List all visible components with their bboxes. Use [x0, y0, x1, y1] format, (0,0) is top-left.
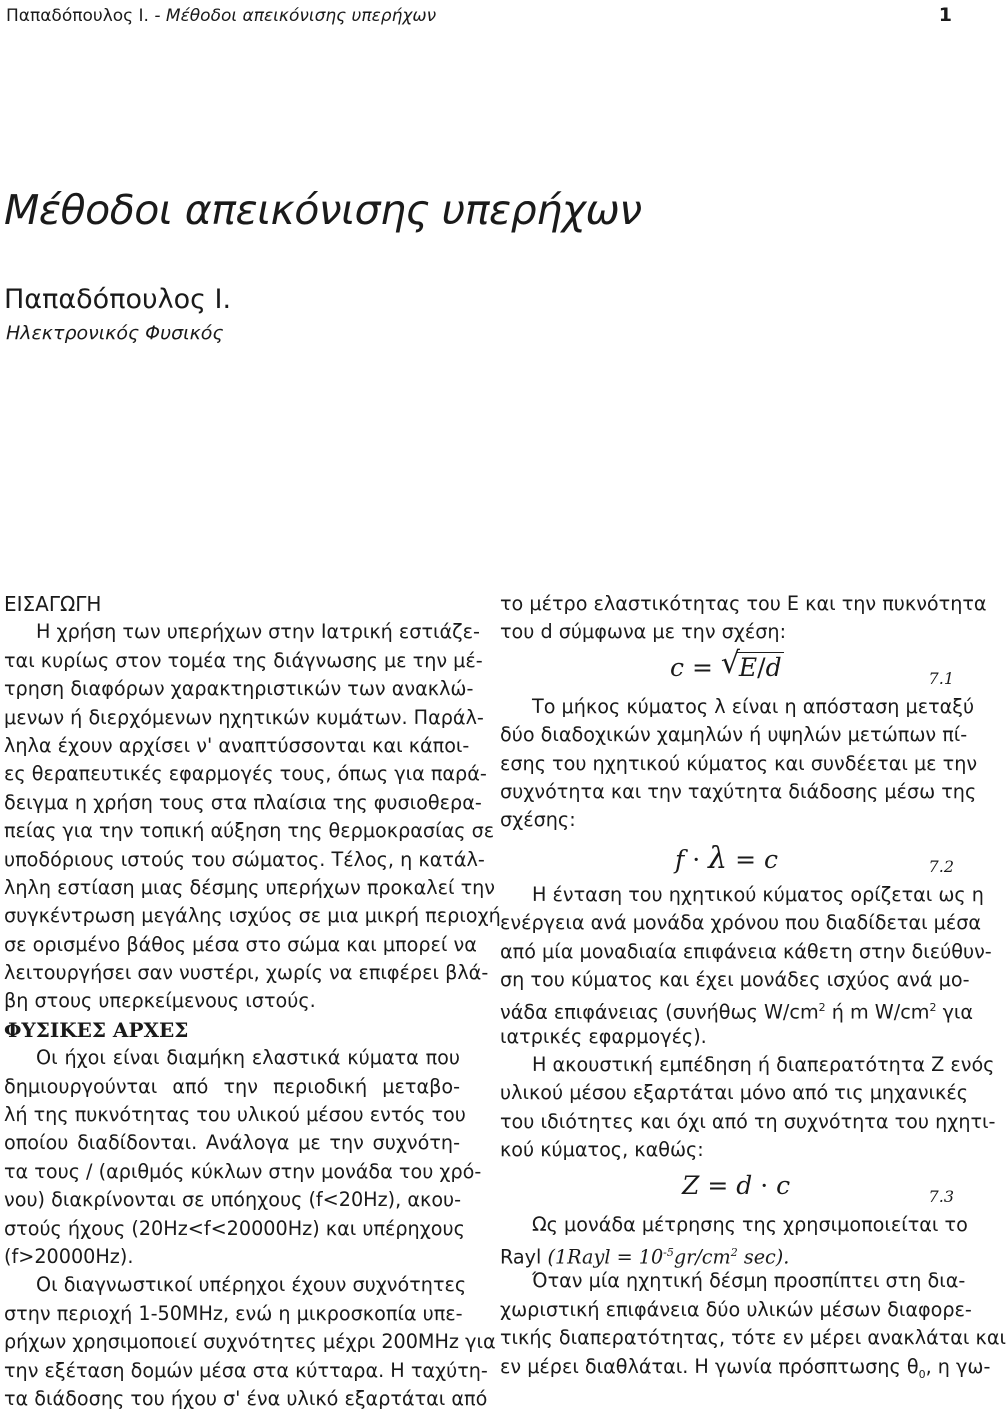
- eq-symbol: ·: [760, 1170, 769, 1200]
- text-line: ενέργεια ανά μονάδα χρόνου που διαδίδεται μέσα: [500, 911, 982, 935]
- text-line: υλικού μέσου εξαρτάται μόνο από τις μηχανικές: [500, 1081, 968, 1105]
- article-title: Μέθοδοι απεικόνισης υπερήχων: [4, 186, 642, 234]
- superscript: 2: [818, 1001, 826, 1015]
- text-line: τα τους / (αριθμός κύκλων στην μονάδα του χρό-: [4, 1159, 482, 1183]
- text-line: σε ορισμένο βάθος μέσα στο σώμα και μπορεί να: [4, 932, 477, 956]
- equation-7-3: [500, 1165, 956, 1211]
- text-line: τικής διαπερατότητας, τότε εν μέρει ανακλάται και: [500, 1326, 1006, 1350]
- section-heading-introduction: ΕΙΣΑΓΩΓΗ: [4, 592, 102, 616]
- eq-symbol: λ: [708, 840, 728, 876]
- text-line: (f>20000Hz).: [4, 1244, 134, 1268]
- text-line: [500, 1239, 956, 1267]
- text-line: νου) διακρίνονται σε υπόηχους (f<20Hz), ακου-: [4, 1188, 462, 1212]
- section-heading-physics: ΦΥΣΙΚΕΣ ΑΡΧΕΣ: [4, 1017, 189, 1042]
- text-line: ιατρικές εφαρμογές).: [500, 1024, 707, 1048]
- subscript: 0: [918, 1367, 926, 1381]
- running-head: [6, 6, 436, 26]
- text-line: Ως μονάδα μέτρησης της χρησιμοποιείται το: [532, 1212, 968, 1236]
- eq-symbol: /: [757, 652, 766, 682]
- text-line: λή της πυκνότητας του υλικού μέσου εντός του: [4, 1103, 466, 1127]
- right-column: [500, 590, 1006, 1381]
- superscript: 2: [730, 1246, 738, 1260]
- eq-symbol: c: [670, 652, 685, 682]
- text-run: νάδα επιφάνειας (συνήθως W/cm: [500, 1000, 819, 1024]
- text-line: μενων ή διερχόμενων ηχητικών κυμάτων. Παράλ-: [4, 705, 484, 729]
- eq-symbol: ·: [692, 844, 701, 874]
- page-number: 1: [938, 4, 952, 26]
- equation-number: 7.2: [928, 856, 954, 876]
- text-line: οποίου διαδίδονται. Ανάλογα με την συχνότη-: [4, 1131, 460, 1155]
- text-line: Η χρήση των υπερήχων στην Ιατρική εστιάζε-: [36, 620, 480, 644]
- text-line: Οι διαγνωστικοί υπέρηχοι έχουν συχνότητες: [36, 1273, 467, 1297]
- text-line: [500, 994, 974, 1024]
- text-line: συγκέντρωση μεγάλης ισχύος σε μια μικρή περιοχή: [4, 904, 501, 928]
- superscript: -5: [663, 1246, 674, 1260]
- text-run: ή m W/cm: [825, 1000, 930, 1024]
- radical-sign-icon: √: [720, 645, 740, 681]
- text-line: συχνότητα και την ταχύτητα διάδοσης μέσω της: [500, 779, 977, 803]
- equation-number: 7.1: [928, 668, 954, 688]
- author-name: Παπαδόπουλος Ι.: [4, 284, 232, 315]
- left-column: [4, 590, 501, 1413]
- text-line: ληλη εστίαση μιας δέσμης υπερήχων προκαλεί την: [4, 875, 495, 899]
- text-line: ται κυρίως στον τομέα της διάγνωσης με την μέ-: [4, 648, 483, 672]
- text-line: σχέσης:: [500, 808, 576, 832]
- equation-formula: [670, 645, 784, 682]
- text-line: κού κύματος, καθώς:: [500, 1138, 704, 1162]
- text-run: εν μέρει διαθλάται. Η γωνία πρόσπτωσης θ: [500, 1354, 919, 1378]
- author-affiliation: Ηλεκτρονικός Φυσικός: [6, 322, 224, 344]
- text-line: του ιδιότητες και όχι από τη συχνότητα του ηχητι-: [500, 1109, 996, 1133]
- text-line: [500, 1353, 991, 1381]
- text-line: ληλα έχουν αρχίσει ν' αναπτύσσονται και κάποι-: [4, 733, 470, 757]
- text-line: δειγμα η χρήση τους στα πλαίσια της φυσιοθερα-: [4, 790, 482, 814]
- text-line: την εξέταση δομών μέσα στα κύτταρα. Η ταχύτη-: [4, 1358, 488, 1382]
- equation-7-1: [500, 647, 956, 693]
- eq-symbol: E: [738, 652, 758, 682]
- text-line: λειτουργήσει σαν νυστέρι, χωρίς να επιφέρει βλά-: [4, 961, 489, 985]
- text-run: , η γω-: [925, 1354, 991, 1378]
- text-line: Η ακουστική εμπέδηση ή διαπερατότητα Ζ ενός: [532, 1053, 995, 1077]
- text-run: (1Rayl = 10: [547, 1245, 664, 1269]
- eq-symbol: =: [735, 844, 757, 874]
- eq-symbol: f: [675, 844, 685, 874]
- text-line: Το μήκος κύματος λ είναι η απόσταση μεταξύ: [532, 694, 975, 718]
- eq-symbol: Z: [682, 1170, 700, 1200]
- eq-symbol: d: [736, 1170, 753, 1200]
- equation-7-2: [500, 835, 956, 881]
- text-run: gr/cm: [673, 1245, 731, 1269]
- text-line: Οι ήχοι είναι διαμήκη ελαστικά κύματα που: [36, 1046, 460, 1070]
- equation-number: 7.3: [928, 1186, 954, 1206]
- text-line: χωριστική επιφάνεια δύο υλικών μέσων διαφορε-: [500, 1297, 972, 1321]
- eq-symbol: d: [765, 652, 782, 682]
- text-line: ες θεραπευτικές εφαρμογές τους, όπως για παρά-: [4, 762, 487, 786]
- text-run: Rayl: [500, 1245, 548, 1269]
- running-head-author: Παπαδόπουλος Ι.: [6, 6, 149, 26]
- eq-symbol: c: [764, 844, 779, 874]
- text-line: υποδόριους ιστούς του σώματος. Τέλος, η κατάλ-: [4, 847, 485, 871]
- text-line: ση του κύματος και έχει μονάδες ισχύος ανά μο-: [500, 967, 970, 991]
- text-line: στούς ήχους (20Hz<f<20000Hz) και υπέρηχους: [4, 1216, 465, 1240]
- text-line: πείας για την τοπική αύξηση της θερμοκρασίας σε: [4, 819, 495, 843]
- text-line: δημιουργούνται από την περιοδική μεταβο-: [4, 1074, 460, 1098]
- text-run: sec).: [737, 1245, 790, 1269]
- text-line: από μία μοναδιαία επιφάνεια κάθετη στην διεύθυν-: [500, 939, 992, 963]
- equation-formula: [675, 841, 778, 876]
- square-root: [720, 645, 784, 682]
- eq-symbol: =: [691, 652, 713, 682]
- text-line: στην περιοχή 1-50MHz, ενώ η μικροσκοπία υπε-: [4, 1301, 463, 1325]
- equation-formula: [682, 1171, 790, 1200]
- text-line: βη στους υπερκείμενους ιστούς.: [4, 989, 316, 1013]
- superscript: 2: [929, 1001, 937, 1015]
- eq-symbol: c: [776, 1170, 791, 1200]
- text-line: το μέτρο ελαστικότητας του Ε και την πυκνότητα: [500, 592, 987, 615]
- running-head-sep: -: [148, 6, 166, 26]
- text-line: τρηση διαφόρων χαρακτηριστικών των ανακλώ-: [4, 677, 474, 701]
- text-run: για: [936, 1000, 974, 1024]
- eq-symbol: =: [707, 1170, 729, 1200]
- text-line: τα διάδοσης του ήχου σ' ένα υλικό εξαρτάται από: [4, 1386, 488, 1410]
- text-line: Η ένταση του ηχητικού κύματος ορίζεται ως η: [532, 882, 984, 906]
- text-line: Όταν μία ηχητική δέσμη προσπίπτει στη δια-: [532, 1269, 966, 1293]
- text-line: ρήχων χρησιμοποιεί συχνότητες μέχρι 200MHz για: [4, 1330, 496, 1354]
- running-head-title: Μέθοδοι απεικόνισης υπερήχων: [165, 6, 437, 26]
- text-line: δύο διαδοχικών χαμηλών ή υψηλών μετώπων πί-: [500, 723, 968, 747]
- text-line: εσης του ηχητικού κύματος και συνδέεται με την: [500, 751, 978, 775]
- text-line: του d σύμφωνα με την σχέση:: [500, 620, 787, 644]
